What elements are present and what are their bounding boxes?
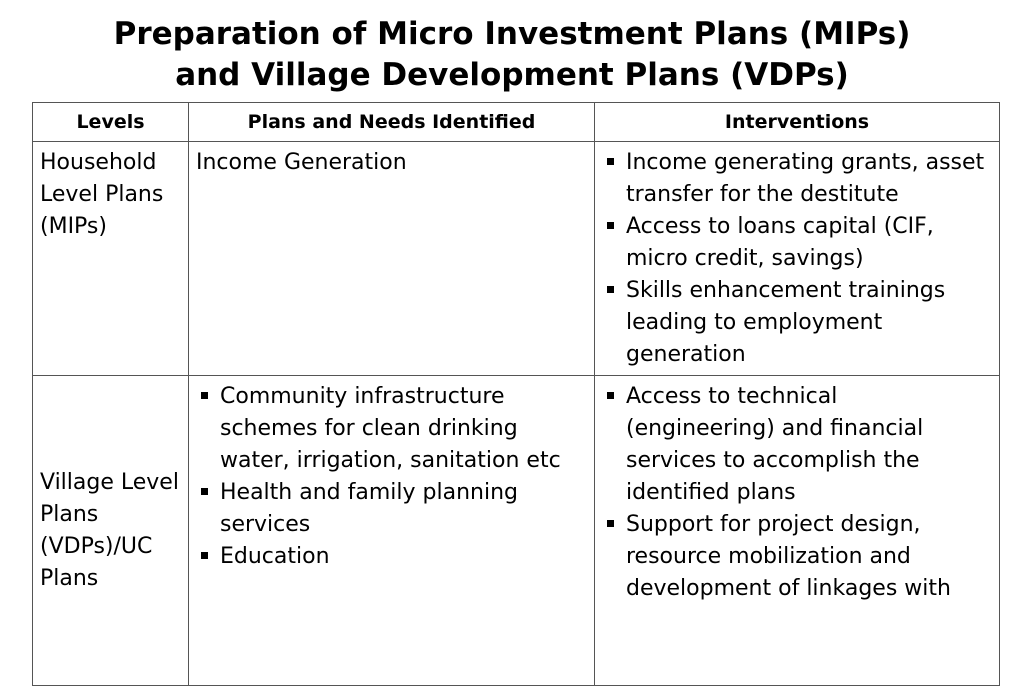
table-row bbox=[33, 142, 1000, 376]
level-cell: Village Level Plans (VDPs)/UC Plans bbox=[33, 376, 189, 686]
square-bullet-icon bbox=[607, 222, 614, 229]
header-plans-needs: Plans and Needs Identified bbox=[189, 103, 595, 142]
list-item bbox=[602, 381, 992, 509]
title-line-2: and Village Development Plans (VDPs) bbox=[175, 57, 849, 93]
list-item-text: Education bbox=[220, 544, 330, 569]
square-bullet-icon bbox=[607, 392, 614, 399]
level-cell: Household Level Plans (MIPs) bbox=[33, 142, 189, 376]
needs-cell: Income Generation bbox=[189, 142, 595, 376]
title-line-1: Preparation of Micro Investment Plans (MIPs) bbox=[113, 16, 911, 52]
slide-title bbox=[0, 14, 1024, 96]
list-item-text: Access to loans capital (CIF, micro credit, savings) bbox=[626, 214, 934, 271]
square-bullet-icon bbox=[607, 158, 614, 165]
list-item-text: Access to technical (engineering) and financial services to accomplish the identified plans bbox=[626, 384, 924, 505]
square-bullet-icon bbox=[607, 520, 614, 527]
list-item bbox=[602, 509, 992, 605]
needs-cell bbox=[189, 376, 595, 686]
square-bullet-icon bbox=[607, 286, 614, 293]
interventions-cell bbox=[595, 142, 1000, 376]
list-item-text: Health and family planning services bbox=[220, 480, 518, 537]
interventions-list bbox=[602, 147, 992, 371]
list-item-text: Support for project design, resource mobilization and development of linkages with bbox=[626, 512, 951, 601]
list-item bbox=[196, 541, 587, 573]
header-row bbox=[33, 103, 1000, 142]
header-interventions: Interventions bbox=[595, 103, 1000, 142]
list-item-text: Skills enhancement trainings leading to employment generation bbox=[626, 278, 946, 367]
list-item-text: Community infrastructure schemes for clean drinking water, irrigation, sanitation etc bbox=[220, 384, 561, 473]
table-row bbox=[33, 376, 1000, 686]
list-item bbox=[602, 211, 992, 275]
list-item-text: Income generating grants, asset transfer for the destitute bbox=[626, 150, 985, 207]
needs-list bbox=[196, 381, 587, 573]
list-item bbox=[602, 275, 992, 371]
square-bullet-icon bbox=[201, 488, 208, 495]
square-bullet-icon bbox=[201, 552, 208, 559]
interventions-cell bbox=[595, 376, 1000, 686]
list-item bbox=[196, 381, 587, 477]
list-item bbox=[196, 477, 587, 541]
list-item bbox=[602, 147, 992, 211]
square-bullet-icon bbox=[201, 392, 208, 399]
header-levels: Levels bbox=[33, 103, 189, 142]
plans-table bbox=[32, 102, 1000, 686]
interventions-list bbox=[602, 381, 992, 605]
